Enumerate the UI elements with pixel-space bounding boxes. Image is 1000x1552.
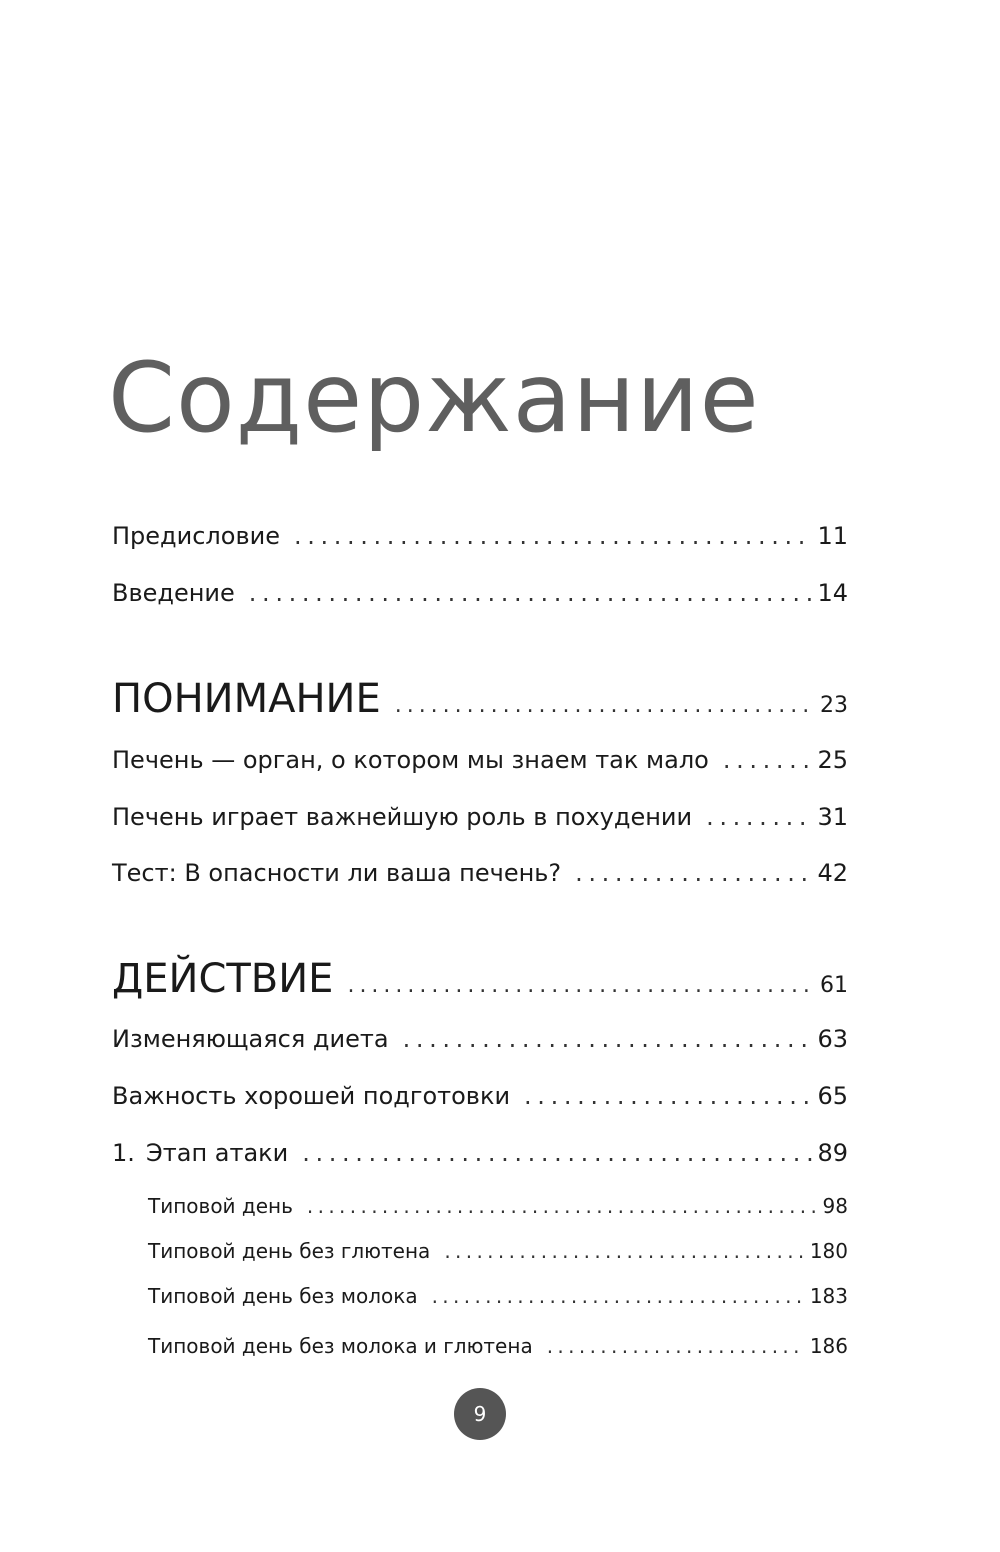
toc-page-number: 23 bbox=[820, 693, 848, 718]
dot-leader bbox=[307, 1194, 819, 1218]
toc-page-number: 61 bbox=[820, 973, 848, 998]
toc-entry-label: Тест: В опасности ли ваша печень? bbox=[112, 859, 562, 887]
toc-entry-label bbox=[112, 1139, 288, 1167]
dot-leader bbox=[294, 522, 813, 550]
toc-page-number: 89 bbox=[817, 1139, 848, 1167]
toc-entry[interactable] bbox=[112, 1082, 848, 1110]
toc-entry-label: Введение bbox=[112, 579, 235, 607]
toc-subentry-label: Типовой день bbox=[148, 1194, 293, 1218]
dot-leader bbox=[706, 803, 813, 831]
toc-page-number: 25 bbox=[817, 746, 848, 774]
dot-leader bbox=[403, 1025, 814, 1053]
toc-section-understanding[interactable] bbox=[112, 676, 848, 722]
dot-leader bbox=[575, 859, 813, 887]
toc-entry[interactable] bbox=[112, 803, 848, 831]
toc-entry-label: Предисловие bbox=[112, 522, 280, 550]
toc-entry[interactable] bbox=[112, 1025, 848, 1053]
page-number-badge: 9 bbox=[454, 1388, 506, 1440]
toc-page-number: 98 bbox=[822, 1194, 848, 1218]
toc-entry[interactable] bbox=[112, 859, 848, 887]
dot-leader bbox=[432, 1284, 806, 1308]
toc-entry-stage-attack[interactable] bbox=[112, 1139, 848, 1167]
toc-entry[interactable] bbox=[112, 746, 848, 774]
toc-subentry[interactable] bbox=[148, 1239, 848, 1263]
toc-page-number: 180 bbox=[809, 1239, 848, 1263]
toc-subentry-label: Типовой день без глютена bbox=[148, 1239, 431, 1263]
toc-page-number: 31 bbox=[817, 803, 848, 831]
toc-page-number: 63 bbox=[817, 1025, 848, 1053]
dot-leader bbox=[444, 1239, 806, 1263]
toc-section-action[interactable] bbox=[112, 956, 848, 1002]
toc-section-heading: ПОНИМАНИЕ bbox=[112, 676, 381, 722]
toc-entry-introduction[interactable] bbox=[112, 579, 848, 607]
toc-entry-number: 1. bbox=[112, 1139, 135, 1167]
toc-section-heading: ДЕЙСТВИЕ bbox=[112, 956, 334, 1002]
toc-entry-text: Этап атаки bbox=[146, 1139, 289, 1167]
dot-leader bbox=[723, 746, 814, 774]
toc-page-number: 11 bbox=[817, 522, 848, 550]
toc-subentry-label: Типовой день без молока bbox=[148, 1284, 418, 1308]
toc-subentry[interactable] bbox=[148, 1334, 848, 1358]
toc-subentry[interactable] bbox=[148, 1194, 848, 1218]
dot-leader bbox=[547, 1334, 806, 1358]
toc-page-number: 186 bbox=[809, 1334, 848, 1358]
toc-subentry[interactable] bbox=[148, 1284, 848, 1308]
toc-page-number: 183 bbox=[809, 1284, 848, 1308]
toc-page-number: 42 bbox=[817, 859, 848, 887]
dot-leader bbox=[347, 973, 816, 998]
dot-leader bbox=[524, 1082, 813, 1110]
dot-leader bbox=[302, 1139, 813, 1167]
page-title: Содержание bbox=[108, 342, 760, 454]
toc-entry-label: Важность хорошей подготовки bbox=[112, 1082, 511, 1110]
dot-leader bbox=[395, 693, 816, 718]
dot-leader bbox=[249, 579, 814, 607]
toc-entry-label: Печень — орган, о котором мы знаем так мало bbox=[112, 746, 709, 774]
toc-entry-label: Печень играет важнейшую роль в похудении bbox=[112, 803, 693, 831]
toc-page-number: 14 bbox=[817, 579, 848, 607]
toc-entry-label: Изменяющаяся диета bbox=[112, 1025, 389, 1053]
toc-subentry-label: Типовой день без молока и глютена bbox=[148, 1334, 533, 1358]
toc-entry-foreword[interactable] bbox=[112, 522, 848, 550]
toc-page-number: 65 bbox=[817, 1082, 848, 1110]
